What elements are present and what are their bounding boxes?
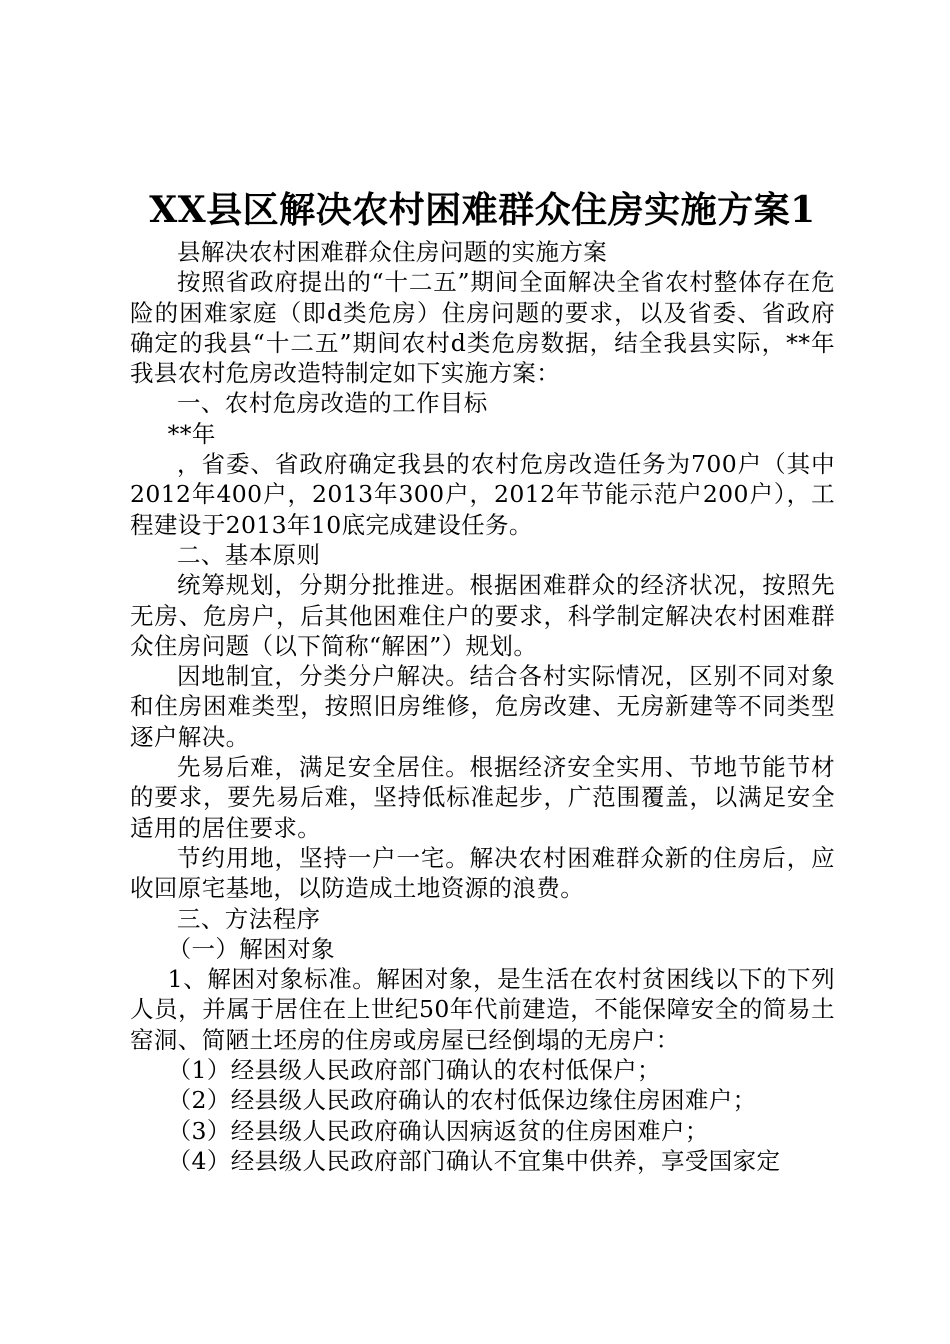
paragraph-intro: 按照省政府提出的“十二五”期间全面解决全省农村整体存在危险的困难家庭（即d类危房）住房问题的要求，以及省委、省政府确定的我县“十二五”期间农村d类危房数据，结全我县实际，**年我县农村危房改造特制定如下实施方案： xyxy=(130,268,835,388)
list-item-4: （4）经县级人民政府部门确认不宜集中供养，享受国家定 xyxy=(167,1146,781,1175)
document-title: XX县区解决农村困难群众住房实施方案1 xyxy=(149,189,816,231)
paragraph-principle-1: 统筹规划，分期分批推进。根据困难群众的经济状况，按照先无房、危房户，后其他困难住户的要求，科学制定解决农村困难群众住房问题（以下简称“解困”）规划。 xyxy=(130,571,835,660)
heading-section-1: 一、农村危房改造的工作目标 xyxy=(177,389,488,418)
list-item-2: （2）经县级人民政府确认的农村低保边缘住房困难户； xyxy=(167,1086,757,1115)
paragraph-subtitle: 县解决农村困难群众住房问题的实施方案 xyxy=(177,238,608,266)
paragraph-principle-2: 因地制宜，分类分户解决。结合各村实际情况，区别不同对象和住房困难类型，按照旧房维修，危房改建、无房新建等不同类型逐户解决。 xyxy=(130,662,835,751)
heading-section-3: 三、方法程序 xyxy=(177,904,321,933)
list-item-1: （1）经县级人民政府部门确认的农村低保户； xyxy=(167,1056,661,1085)
paragraph-principle-4: 节约用地，坚持一户一宅。解决农村困难群众新的住房后，应收回原宅基地，以防造成土地资源的浪费。 xyxy=(130,843,835,903)
paragraph-principle-3: 先易后难，满足安全居住。根据经济安全实用、节地节能节材的要求，要先易后难，坚持低标准起步，广范围覆盖，以满足安全适用的居住要求。 xyxy=(130,753,835,842)
paragraph-target: ，省委、省政府确定我县的农村危房改造任务为700户（其中2012年400户，2013年300户，2012年节能示范户200户），工程建设于2013年10底完成建设任务。 xyxy=(130,450,835,539)
paragraph-target-standard: 1、解困对象标准。解困对象，是生活在农村贫困线以下的下列人员，并属于居住在上世纪50年代前建造，不能保障安全的简易土窑洞、简陋土坯房的住房或房屋已经倒塌的无房户： xyxy=(130,965,835,1054)
document-page xyxy=(130,185,835,1176)
list-item-3: （3）经县级人民政府确认因病返贫的住房困难户； xyxy=(167,1116,709,1145)
heading-subsection-1: （一）解困对象 xyxy=(167,934,335,963)
paragraph-year: **年 xyxy=(167,419,216,448)
heading-section-2: 二、基本原则 xyxy=(177,540,321,569)
